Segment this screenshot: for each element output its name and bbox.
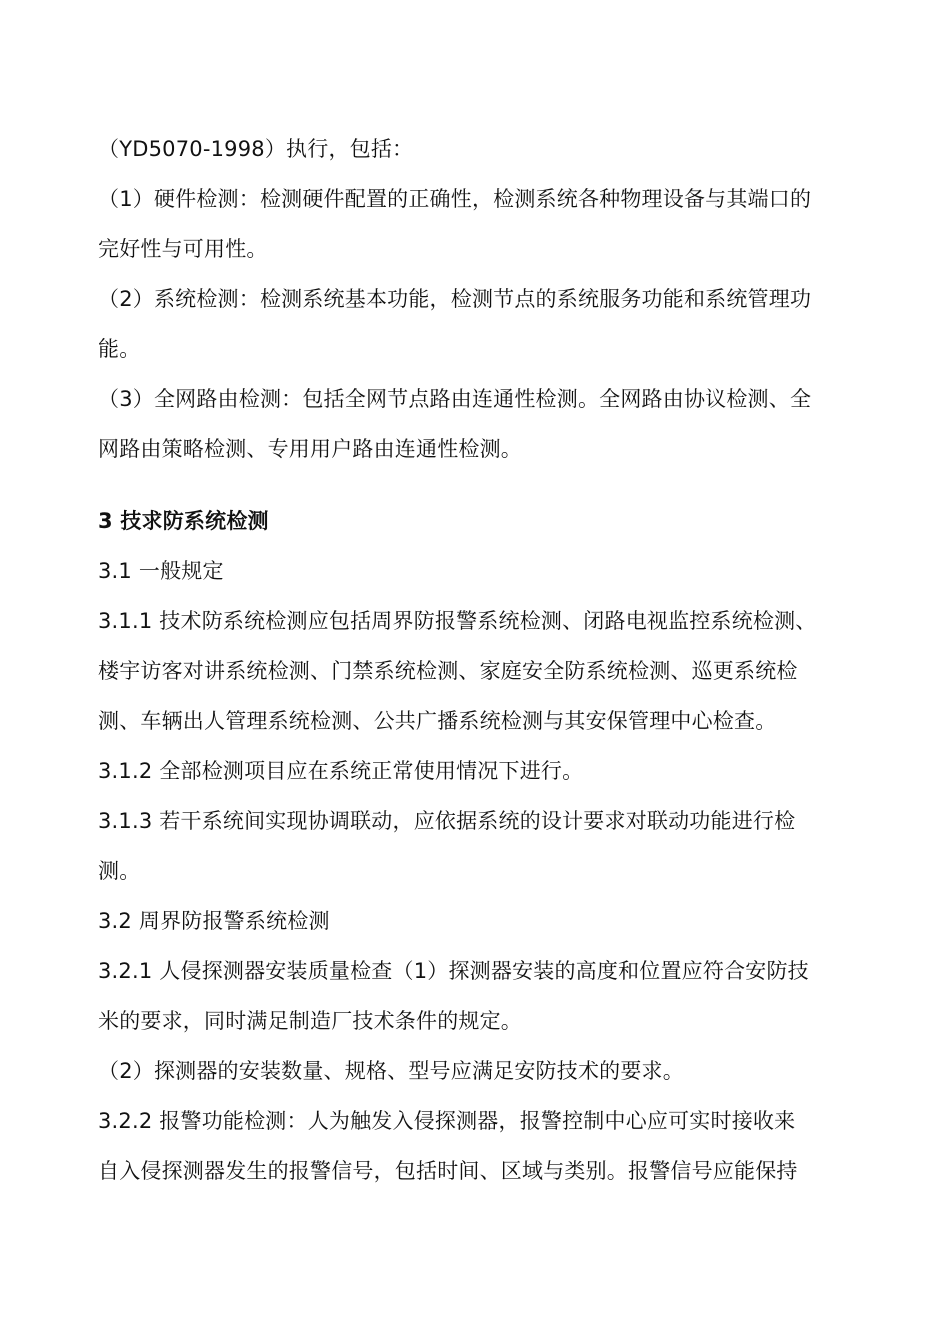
text-line-hardware-check: （1）硬件检测：检测硬件配置的正确性，检测系统各种物理设备与其端口的 — [98, 187, 812, 211]
clause-3-1-3-cont: 测。 — [98, 859, 141, 883]
clause-3-1-1-cont-1: 楼宇访客对讲系统检测、门禁系统检测、家庭安全防系统检测、巡更系统检 — [98, 659, 798, 683]
text-line-system-check: （2）系统检测：检测系统基本功能，检测节点的系统服务功能和系统管理功 — [98, 287, 812, 311]
clause-3-2-1: 3.2.1 人侵探测器安装质量检查（1）探测器安装的高度和位置应符合安防技 — [98, 959, 809, 983]
clause-3-1-1: 3.1.1 技术防系统检测应包括周界防报警系统检测、闭路电视监控系统检测、 — [98, 609, 817, 633]
section-heading-security-system: 3 技求防系统检测 — [98, 509, 269, 533]
clause-3-2-2-cont: 自入侵探测器发生的报警信号，包括时间、区域与类别。报警信号应能保持 — [98, 1159, 798, 1183]
clause-3-2-2: 3.2.2 报警功能检测：人为触发入侵探测器，报警控制中心应可实时接收来 — [98, 1109, 796, 1133]
clause-3-1-2: 3.1.2 全部检测项目应在系统正常使用情况下进行。 — [98, 759, 584, 783]
text-line-hardware-check-cont: 完好性与可用性。 — [98, 237, 268, 261]
clause-3-2-1-cont: 米的要求，同时满足制造厂技术条件的规定。 — [98, 1009, 522, 1033]
clause-3-2-1-item-2: （2）探测器的安装数量、规格、型号应满足安防技术的要求。 — [98, 1059, 684, 1083]
text-line-yd-standard: （YD5070-1998）执行，包括： — [98, 137, 414, 161]
subsection-heading-general: 3.1 一般规定 — [98, 559, 224, 583]
text-line-routing-check-cont: 网路由策略检测、专用用户路由连通性检测。 — [98, 437, 522, 461]
clause-3-1-3: 3.1.3 若干系统间实现协调联动，应依据系统的设计要求对联动功能进行检 — [98, 809, 796, 833]
subsection-heading-perimeter-alarm: 3.2 周界防报警系统检测 — [98, 909, 330, 933]
text-line-system-check-cont: 能。 — [98, 337, 141, 361]
clause-3-1-1-cont-2: 测、车辆出人管理系统检测、公共广播系统检测与其安保管理中心检查。 — [98, 709, 777, 733]
text-line-routing-check: （3）全网路由检测：包括全网节点路由连通性检测。全网路由协议检测、全 — [98, 387, 812, 411]
